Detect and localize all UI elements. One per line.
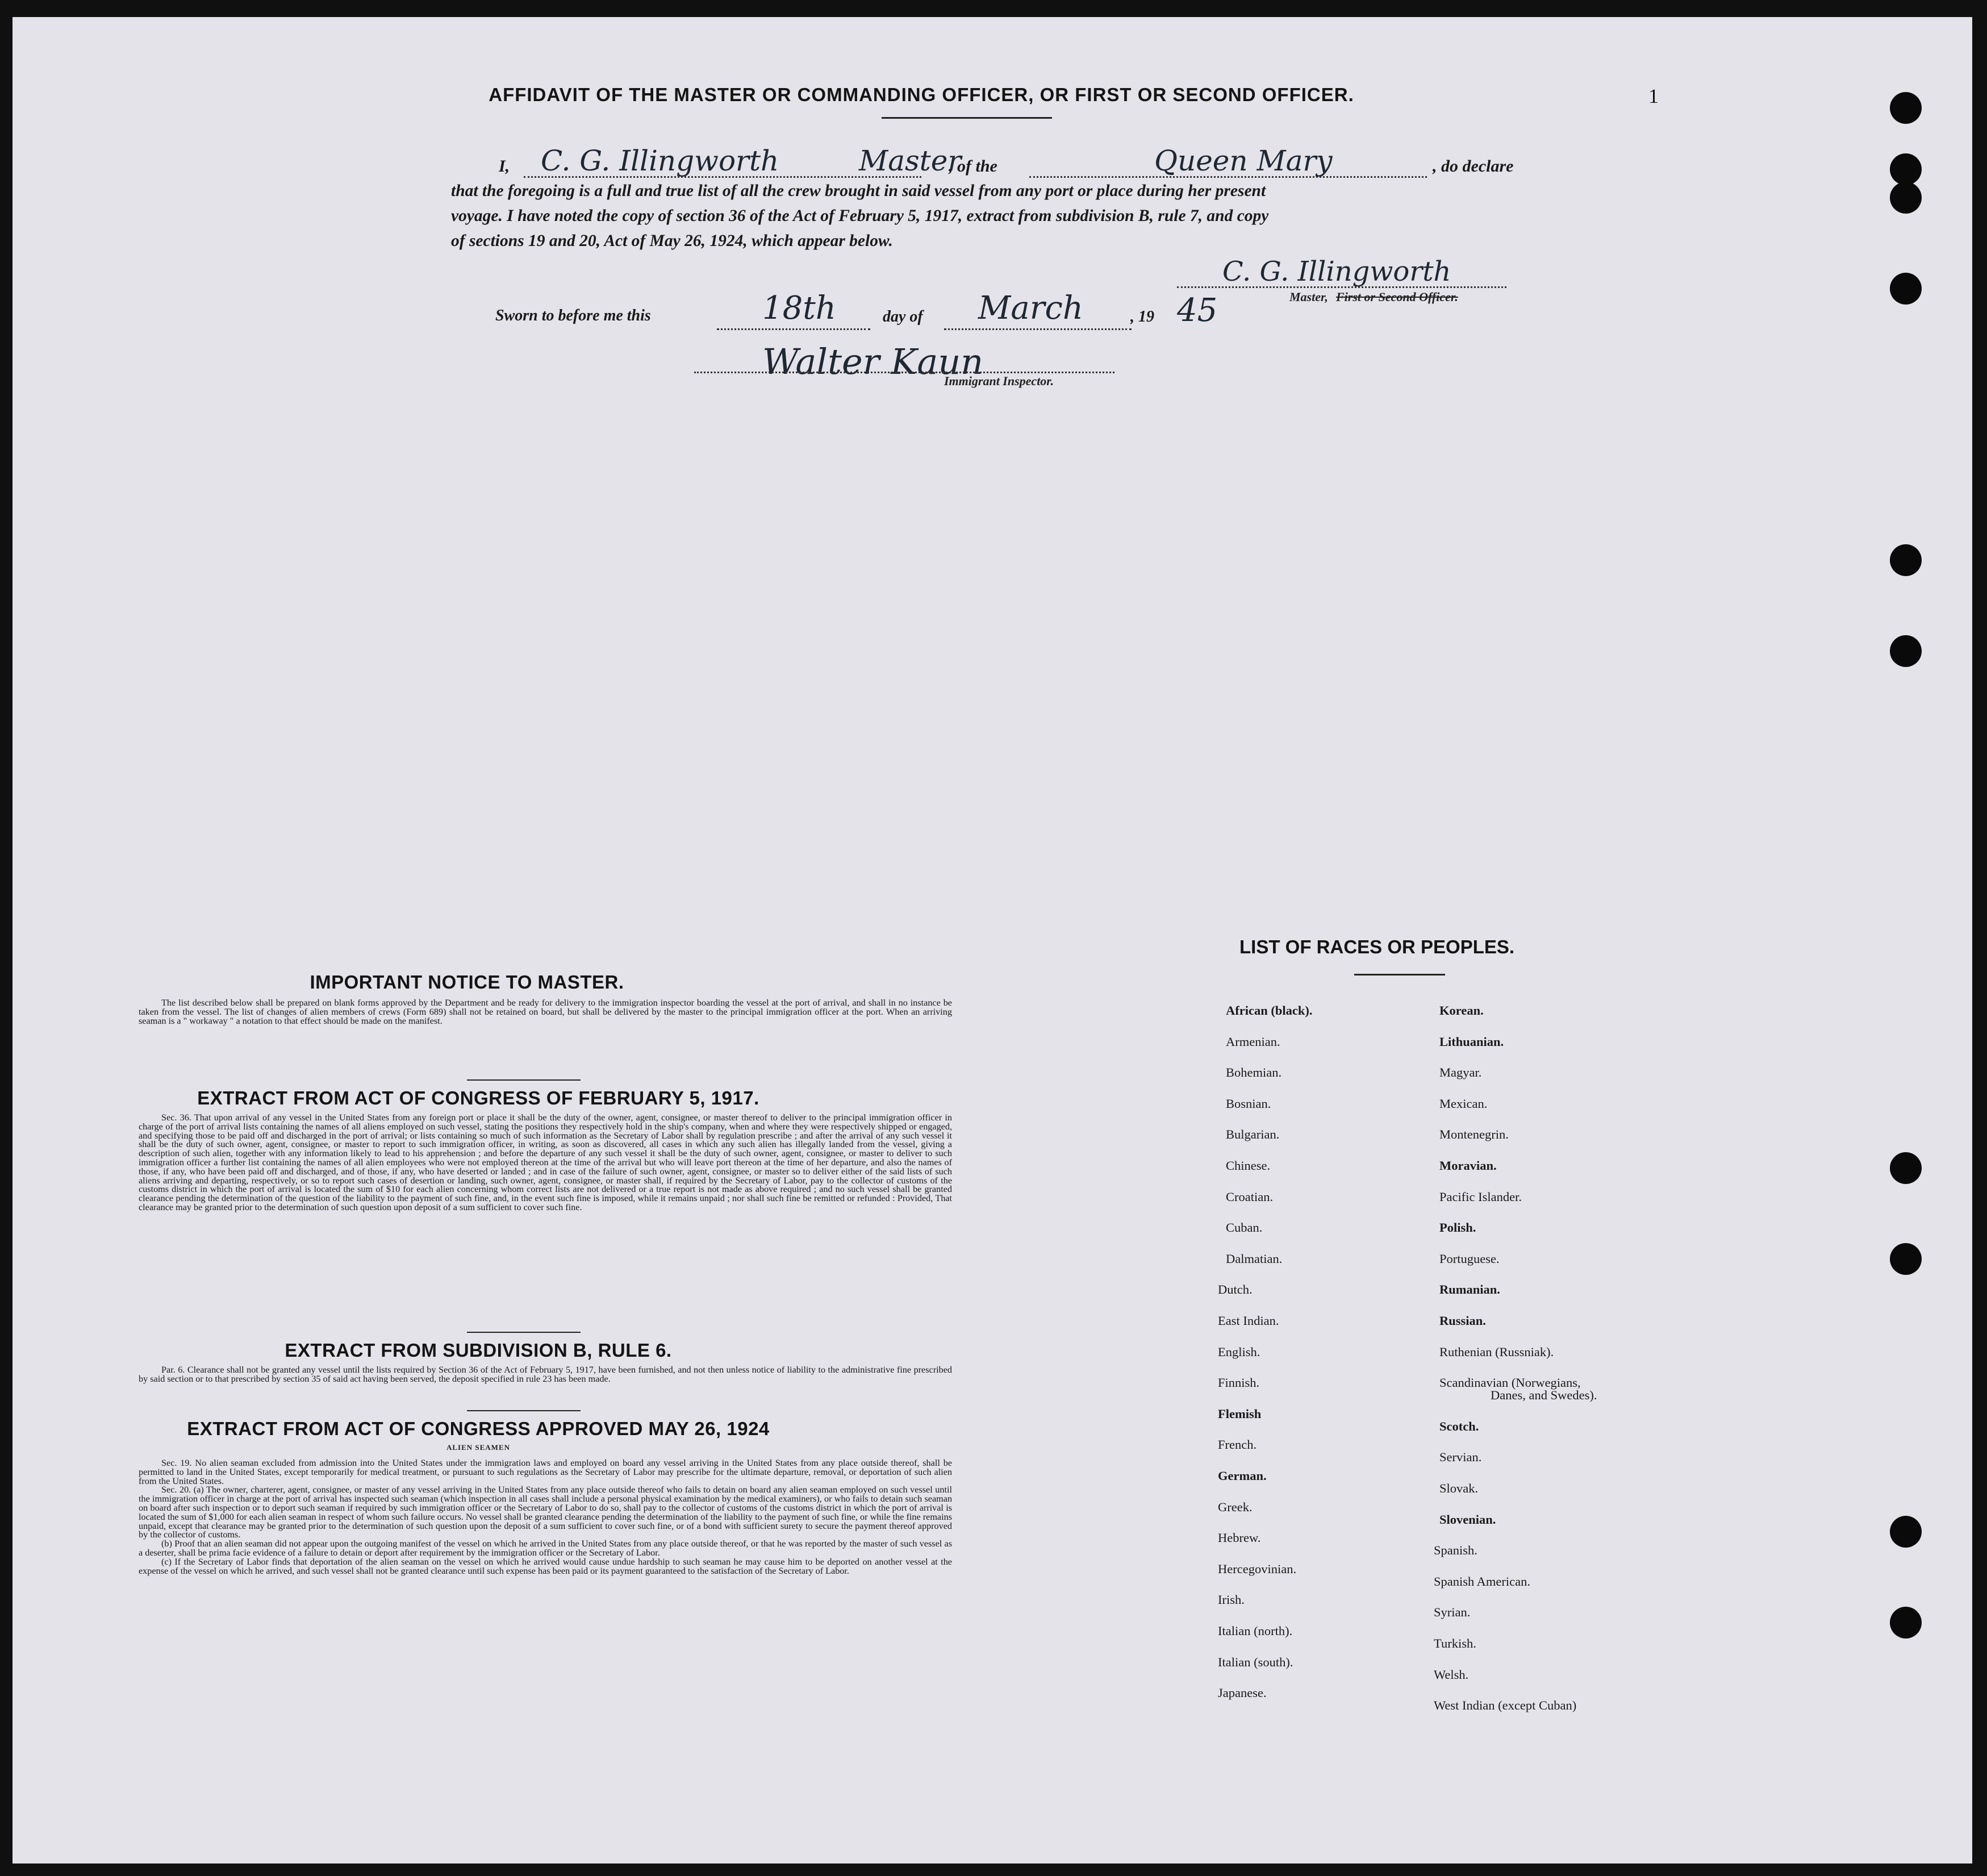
races-title-underline bbox=[1354, 974, 1445, 975]
race-right-item: Polish. bbox=[1439, 1220, 1476, 1235]
of-the-label: , of the bbox=[949, 157, 997, 176]
race-left-item: Cuban. bbox=[1226, 1220, 1263, 1235]
signature-caption-master: Master, bbox=[1289, 290, 1328, 304]
race-right-item: Portuguese. bbox=[1439, 1251, 1500, 1266]
punch-hole bbox=[1890, 153, 1922, 185]
race-left-item: Finnish. bbox=[1218, 1375, 1260, 1390]
day-fill-line bbox=[717, 328, 870, 330]
race-left-item: Dutch. bbox=[1218, 1282, 1253, 1297]
title-underline bbox=[882, 117, 1052, 119]
race-left-item: Dalmatian. bbox=[1226, 1251, 1283, 1266]
affidavit-i-label: I, bbox=[499, 157, 510, 176]
race-right-item: Servian. bbox=[1439, 1450, 1482, 1465]
race-left-item: Bosnian. bbox=[1226, 1096, 1271, 1111]
race-left-item: Italian (north). bbox=[1218, 1624, 1293, 1638]
race-left-item: Croatian. bbox=[1226, 1189, 1274, 1204]
extract-1924-sec20b: (b) Proof that an alien seaman did not appear upon the outgoing manifest of the vessel on which he arrived in the United States from any place outside thereof, or that he was reported by the master of such vessel as a deserter, shall be prima facie evidence of a failure to detain or deport after requirement by the immigration officer or the Secretary of Labor. bbox=[139, 1539, 952, 1558]
handwritten-day: 18th bbox=[762, 290, 836, 327]
extract-1917-body: Sec. 36. That upon arrival of any vessel in the United States from any foreign port or place it shall be the duty of the owner, agent, consignee, or master thereof to deliver to the principal immigration officer in charge of the port of arrival lists containing the names of all aliens employed on such vessel, stating the positions they respectively hold in the ship's company, when and where they were respectively shipped or engaged, and specifying those to be paid off and discharged in the port of arrival; or lists containing so much of such information as the Secretary of Labor shall by regulation prescribe ; and after the arrival of any such vessel it shall be the duty of such owner, agent, consignee, or master to report to such immigration officer, in writing, as soon as discovered, all cases in which any such alien has illegally landed from the vessel, giving a description of such alien, together with any information likely to lead to his apprehension ; and before the departure of any such vessel it shall be the duty of such owner, agent, consignee, or master to deliver to such immigration officer a further list containing the names of all alien employees who were not employed thereon at the time of the arrival but who will leave port thereon at the time of her departure, and also the names of those, if any, who have been paid off and discharged, and of those, if any, who have deserted or landed ; and in case of the failure of such owner, agent, consignee, or master so to deliver either of the said lists of such aliens arriving and departing, respectively, or so to report such cases of desertion or landing, such owner, agent, consignee, or master shall, if required by the Secretary of Labor, pay to the collector of customs of the customs district in which the port of arrival is located the sum of $10 for each alien concerning whom correct lists are not delivered or a true report is not made as above required ; and no such vessel shall be granted clearance pending the determination of the question of the liability to the payment of such fine, and, in the event such fine is imposed, while it remains unpaid ; nor shall such fine be remitted or refunded : Provided, That clearance may be granted prior to the determination of such question upon deposit of a sum sufficient to cover such fine. bbox=[139, 1112, 952, 1212]
inspector-caption: Immigrant Inspector. bbox=[944, 374, 1054, 388]
extract-1924-sec20c: (c) If the Secretary of Labor finds that deportation of the alien seaman on the vessel on which he arrived would cause undue hardship to such seaman he may cause him to be deported on another vessel at the expense of the vessel on which he arrived, and such vessel shall not be granted clearance until such expense has been paid or its payment guaranteed to the satisfaction of the Secretary of Labor. bbox=[139, 1556, 952, 1576]
race-right-continuation: Danes, and Swedes). bbox=[1491, 1388, 1597, 1403]
race-right-item: Welsh. bbox=[1434, 1667, 1469, 1682]
race-left-item: French. bbox=[1218, 1437, 1257, 1452]
race-right-item: Syrian. bbox=[1434, 1605, 1471, 1620]
punch-hole bbox=[1890, 1516, 1922, 1548]
handwritten-vessel: Queen Mary bbox=[1154, 144, 1333, 177]
race-right-item: Moravian. bbox=[1439, 1158, 1497, 1173]
punch-hole bbox=[1890, 544, 1922, 576]
page-mark: 1 bbox=[1648, 85, 1659, 107]
rule6-divider bbox=[467, 1410, 581, 1411]
year-prefix: , 19 bbox=[1130, 308, 1154, 326]
race-left-item: Armenian. bbox=[1226, 1034, 1280, 1049]
race-left-item: Irish. bbox=[1218, 1592, 1245, 1607]
punch-hole bbox=[1890, 1243, 1922, 1275]
document-page bbox=[12, 17, 1972, 1864]
punch-hole bbox=[1890, 92, 1922, 124]
race-right-item: Turkish. bbox=[1434, 1636, 1476, 1650]
race-left-item: East Indian. bbox=[1218, 1314, 1279, 1328]
punch-hole bbox=[1890, 635, 1922, 667]
affidavit-title: AFFIDAVIT OF THE MASTER OR COMMANDING OFFICER, OR FIRST OR SECOND OFFICER. bbox=[489, 84, 1354, 105]
day-of-label: day of bbox=[883, 308, 923, 326]
race-left-item: Hebrew. bbox=[1218, 1531, 1261, 1545]
affidavit-line-3: voyage. I have noted the copy of section 36 of the Act of February 5, 1917, extract from subdivision B, rule 7, and copy bbox=[451, 207, 1269, 225]
notice-body: The list described below shall be prepared on blank forms approved by the Department and be ready for delivery to the immigration inspector boarding the vessel at the port of arrival, and shall in no instance be taken from the vessel. The list of changes of alien members of crews (Form 689) shall not be retained on board, but shall be delivered by the master to the principal immigration officer at the port. When an arriving seaman is a " workaway " a notation to that effect should be made on the manifest. bbox=[139, 998, 952, 1026]
inspector-signature-line bbox=[694, 372, 1114, 373]
master-signature: C. G. Illingworth bbox=[1222, 256, 1451, 287]
sworn-label: Sworn to before me this bbox=[495, 307, 651, 324]
inspector-signature: Walter Kaun bbox=[762, 341, 984, 382]
extract-1924-sec20a: Sec. 20. (a) The owner, charterer, agent, consignee, or master of any vessel arriving in the United States from any place outside thereof who fails to detain on board any alien seaman employed on such vessel until the immigration officer in charge at the port of arrival has inspected such seaman (which inspection in all cases shall include a personal physical examination by the medical examiners), or who fails to detain such seaman on board after such inspection or to deport such seaman if required by such immigration officer or the Secretary of Labor to do so, shall pay to the collector of customs of the customs district in which the port of arrival is located the sum of $1,000 for each alien seaman in respect of whom such failure occurs. No vessel shall be granted clearance pending the determination of the liability to the payment of such fine, or while the fine remains unpaid, except that clearance may be granted prior to the determination of such question upon the deposit of a sum sufficient to cover such fine, or of a bond with sufficient surety to secure the payment thereof approved by the collector of customs. bbox=[139, 1485, 952, 1540]
race-right-item: Korean. bbox=[1439, 1003, 1484, 1018]
notice-title: IMPORTANT NOTICE TO MASTER. bbox=[310, 972, 624, 993]
month-fill-line bbox=[944, 328, 1132, 330]
extract-1924-sec19: Sec. 19. No alien seaman excluded from admission into the United States under the immigration laws and employed on board any vessel arriving in the United States from any place outside thereof, shall be permitted to land in the United States, except temporarily for medical treatment, or pursuant to such regulations as the Secretary of Labor may prescribe for the ultimate departure, removal, or deportation of such alien from the United States. bbox=[139, 1458, 952, 1486]
race-left-item: Bohemian. bbox=[1226, 1065, 1282, 1080]
race-right-item: Lithuanian. bbox=[1439, 1034, 1504, 1049]
race-left-item: Italian (south). bbox=[1218, 1654, 1293, 1669]
do-declare-label: , do declare bbox=[1433, 157, 1514, 176]
signature-line bbox=[1177, 286, 1506, 288]
handwritten-month: March bbox=[978, 290, 1083, 327]
race-right-item: Rumanian. bbox=[1439, 1282, 1500, 1297]
race-right-item: Scotch. bbox=[1439, 1419, 1479, 1433]
race-right-item: Slovenian. bbox=[1439, 1512, 1496, 1527]
race-left-item: Hercegovinian. bbox=[1218, 1561, 1297, 1576]
race-left-item: Greek. bbox=[1218, 1499, 1253, 1514]
affidavit-line-4: of sections 19 and 20, Act of May 26, 1924, which appear below. bbox=[451, 232, 893, 250]
rule6-body-block bbox=[139, 1366, 952, 1384]
race-right-item: Slovak. bbox=[1439, 1481, 1479, 1495]
notice-body-block bbox=[139, 999, 952, 1025]
extract-1924-subtitle: ALIEN SEAMEN bbox=[446, 1443, 511, 1452]
punch-hole bbox=[1890, 182, 1922, 214]
race-right-item: Montenegrin. bbox=[1439, 1127, 1509, 1142]
handwritten-master-name: C. G. Illingworth bbox=[541, 144, 779, 177]
race-right-item: Ruthenian (Russniak). bbox=[1439, 1344, 1554, 1359]
extract-1924-title: EXTRACT FROM ACT OF CONGRESS APPROVED MAY 26, 1924 bbox=[187, 1418, 770, 1439]
race-left-item: German. bbox=[1218, 1469, 1267, 1483]
races-title: LIST OF RACES OR PEOPLES. bbox=[1239, 936, 1515, 957]
race-left-item: African (black). bbox=[1226, 1003, 1313, 1018]
punch-hole bbox=[1890, 1607, 1922, 1639]
punch-hole bbox=[1890, 1152, 1922, 1184]
race-left-item: English. bbox=[1218, 1344, 1260, 1359]
handwritten-year: 45 bbox=[1177, 292, 1218, 329]
race-left-item: Bulgarian. bbox=[1226, 1127, 1280, 1142]
signature-caption-struck: First or Second Officer. bbox=[1336, 290, 1458, 304]
affidavit-line-2: that the foregoing is a full and true list of all the crew brought in said vessel from any port or place during her present bbox=[451, 182, 1266, 200]
race-right-item: Pacific Islander. bbox=[1439, 1189, 1522, 1204]
race-right-item: Magyar. bbox=[1439, 1065, 1482, 1080]
extract-1917-body-block bbox=[139, 1114, 952, 1212]
handwritten-rank: Master bbox=[859, 144, 962, 177]
race-right-item: Russian. bbox=[1439, 1314, 1486, 1328]
race-left-item: Chinese. bbox=[1226, 1158, 1271, 1173]
race-right-item: Spanish. bbox=[1434, 1543, 1477, 1558]
race-right-item: Scandinavian (Norwegians, bbox=[1439, 1375, 1581, 1390]
race-left-item: Japanese. bbox=[1218, 1686, 1267, 1700]
race-right-item: West Indian (except Cuban) bbox=[1434, 1698, 1577, 1713]
extract-1917-title: EXTRACT FROM ACT OF CONGRESS OF FEBRUARY 5, 1917. bbox=[197, 1087, 759, 1108]
race-right-item: Mexican. bbox=[1439, 1096, 1488, 1111]
notice-divider bbox=[467, 1079, 581, 1081]
extract-1924-body-block bbox=[139, 1459, 952, 1575]
rule6-body: Par. 6. Clearance shall not be granted any vessel until the lists required by Section 36 of the Act of February 5, 1917, have been furnished, and not then unless notice of liability to the administrative fine prescribed by said section or to that prescribed by section 35 of said act having been served, the deposit specified in rule 23 has been made. bbox=[139, 1365, 952, 1384]
punch-hole bbox=[1890, 273, 1922, 305]
rule6-title: EXTRACT FROM SUBDIVISION B, RULE 6. bbox=[285, 1340, 672, 1361]
extract-1917-divider bbox=[467, 1332, 581, 1333]
race-left-item: Flemish bbox=[1218, 1406, 1262, 1421]
race-right-item: Spanish American. bbox=[1434, 1574, 1530, 1589]
